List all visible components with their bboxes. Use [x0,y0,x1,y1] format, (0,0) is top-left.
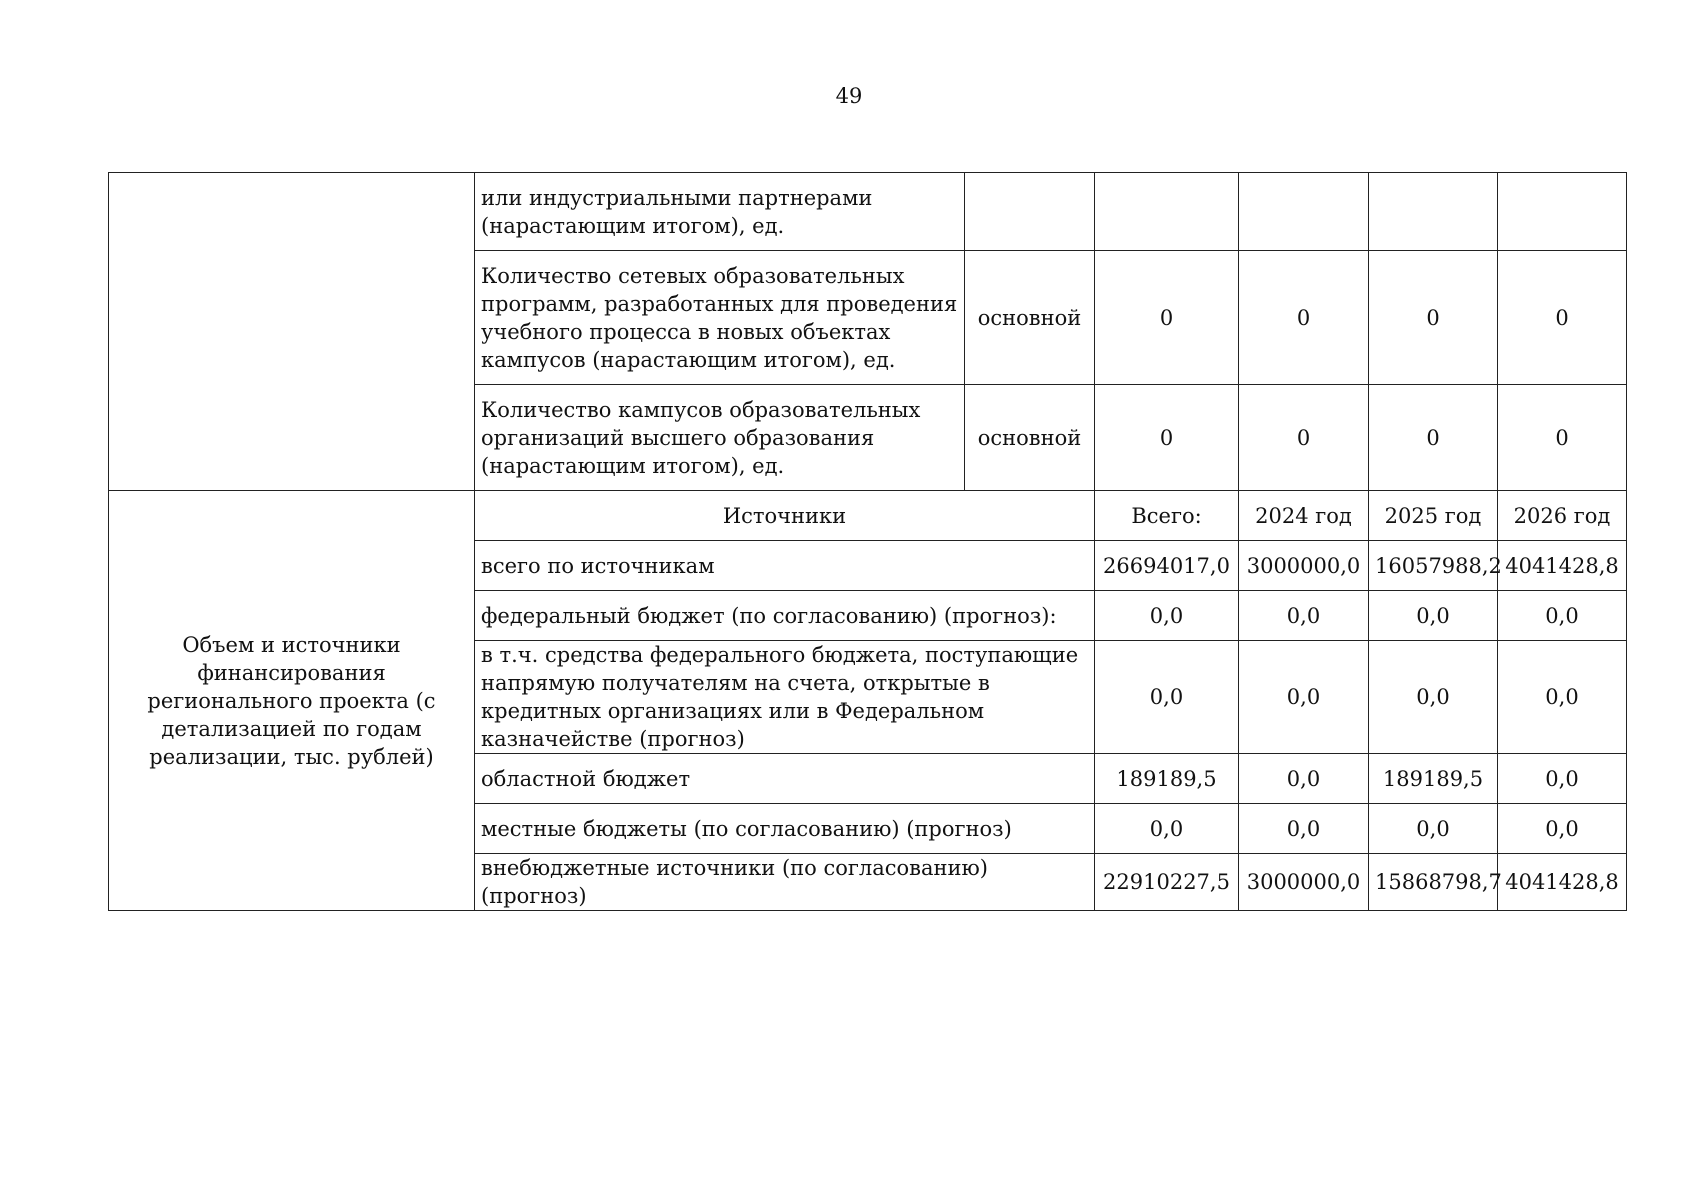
year-value: 4041428,8 [1498,541,1627,591]
year-value: 189189,5 [1369,754,1498,804]
indicator-value [1095,173,1239,251]
total-value: 0,0 [1095,804,1239,854]
indicator-value [1369,173,1498,251]
year-value: 0,0 [1369,591,1498,641]
total-value: 26694017,0 [1095,541,1239,591]
year-value: 4041428,8 [1498,854,1627,911]
indicator-value: 0 [1498,251,1627,385]
year-value: 0,0 [1369,641,1498,754]
year-value: 0,0 [1498,641,1627,754]
indicator-value: 0 [1239,251,1369,385]
total-value: 22910227,5 [1095,854,1239,911]
indicator-value: 0 [1095,251,1239,385]
year-value: 0,0 [1369,804,1498,854]
year-value: 0,0 [1498,804,1627,854]
indicator-name: или индустриальными партнерами (нарастающим итогом), ед. [475,173,965,251]
total-value: 0,0 [1095,591,1239,641]
total-value: 189189,5 [1095,754,1239,804]
year-header: 2024 год [1239,491,1369,541]
indicator-name: Количество кампусов образовательных организаций высшего образования (нарастающим итогом), ед. [475,385,965,491]
year-value: 0,0 [1239,754,1369,804]
indicator-value: 0 [1369,385,1498,491]
indicator-value: 0 [1498,385,1627,491]
indicator-type: основной [965,251,1095,385]
year-value: 0,0 [1239,591,1369,641]
source-name: федеральный бюджет (по согласованию) (прогноз): [475,591,1095,641]
source-name: местные бюджеты (по согласованию) (прогноз) [475,804,1095,854]
passport-table [108,172,1627,911]
indicator-value: 0 [1369,251,1498,385]
source-name: всего по источникам [475,541,1095,591]
year-value: 16057988,2 [1369,541,1498,591]
empty-label-cell [109,173,475,491]
year-value: 0,0 [1239,641,1369,754]
indicator-name: Количество сетевых образовательных программ, разработанных для проведения учебного процесса в новых объектах кампусов (нарастающим итогом), ед. [475,251,965,385]
source-name: областной бюджет [475,754,1095,804]
financing-header-row [109,491,1627,541]
source-name: внебюджетные источники (по согласованию) (прогноз) [475,854,1095,911]
year-header: 2025 год [1369,491,1498,541]
year-value: 0,0 [1498,754,1627,804]
indicator-type [965,173,1095,251]
indicator-value [1239,173,1369,251]
indicator-type: основной [965,385,1095,491]
sources-header: Источники [475,491,1095,541]
indicator-row [109,173,1627,251]
year-value: 3000000,0 [1239,541,1369,591]
source-name: в т.ч. средства федерального бюджета, поступающие напрямую получателям на счета, открытые в кредитных организациях или в Федеральном казначействе (прогноз) [475,641,1095,754]
page-number: 49 [835,84,863,108]
indicator-value: 0 [1095,385,1239,491]
year-value: 0,0 [1239,804,1369,854]
year-value: 3000000,0 [1239,854,1369,911]
indicator-value [1498,173,1627,251]
financing-label: Объем и источники финансирования регионального проекта (с детализацией по годам реализации, тыс. рублей) [109,491,475,911]
total-value: 0,0 [1095,641,1239,754]
year-value: 15868798,7 [1369,854,1498,911]
indicator-value: 0 [1239,385,1369,491]
year-header: 2026 год [1498,491,1627,541]
total-header: Всего: [1095,491,1239,541]
year-value: 0,0 [1498,591,1627,641]
